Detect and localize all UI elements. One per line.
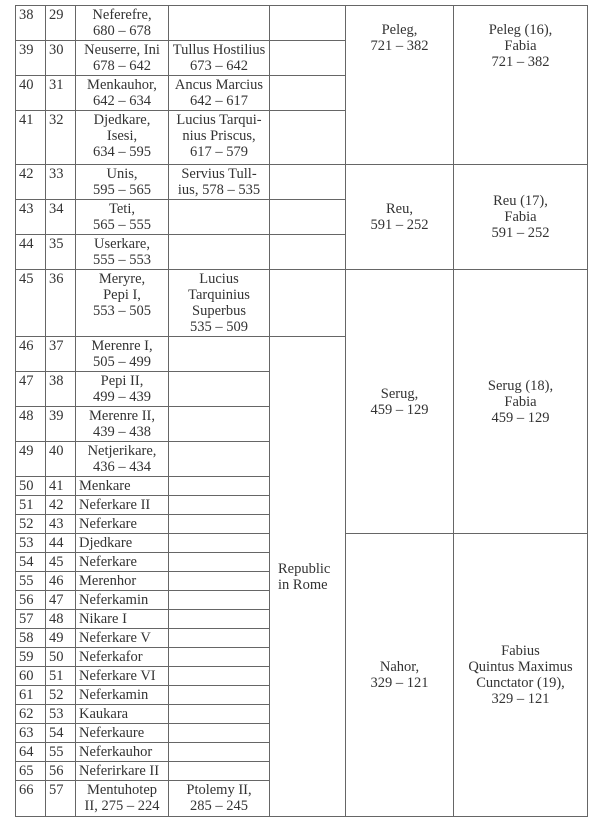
- pharaoh-number: 44: [46, 534, 76, 553]
- row-number: 44: [16, 235, 46, 270]
- row-number: 50: [16, 477, 46, 496]
- rome-ruler-cell: [169, 235, 270, 270]
- pharaoh-number: 31: [46, 76, 76, 111]
- patriarch-cell: Serug, 459 – 129: [346, 270, 454, 534]
- row-number: 54: [16, 553, 46, 572]
- pharaoh-number: 57: [46, 781, 76, 817]
- rome-ruler-cell: [169, 743, 270, 762]
- rome-ruler-cell: [169, 442, 270, 477]
- pharaoh-cell: Merenre I, 505 – 499: [76, 337, 169, 372]
- pharaoh-cell: Neferkare: [76, 553, 169, 572]
- pharaoh-number: 48: [46, 610, 76, 629]
- pharaoh-cell: Djedkare, Isesi, 634 – 595: [76, 111, 169, 165]
- pharaoh-number: 56: [46, 762, 76, 781]
- row-number: 47: [16, 372, 46, 407]
- pharaoh-cell: Neferkare II: [76, 496, 169, 515]
- pharaoh-cell: Neferkare V: [76, 629, 169, 648]
- rome-ruler-cell: [169, 610, 270, 629]
- empty-cell: [270, 41, 346, 76]
- pharaoh-number: 29: [46, 6, 76, 41]
- pharaoh-cell: Merenre II, 439 – 438: [76, 407, 169, 442]
- pharaoh-number: 54: [46, 724, 76, 743]
- rome-ruler-cell: [169, 553, 270, 572]
- pharaoh-number: 37: [46, 337, 76, 372]
- pharaoh-number: 40: [46, 442, 76, 477]
- rome-ruler-cell: Lucius Tarqui- nius Priscus, 617 – 579: [169, 111, 270, 165]
- empty-cell: [270, 76, 346, 111]
- rome-ruler-cell: [169, 407, 270, 442]
- row-number: 39: [16, 41, 46, 76]
- row-number: 43: [16, 200, 46, 235]
- pharaoh-cell: Mentuhotep II, 275 – 224: [76, 781, 169, 817]
- rome-ruler-cell: [169, 6, 270, 41]
- rome-ruler-cell: [169, 200, 270, 235]
- rome-ruler-cell: Ptolemy II, 285 – 245: [169, 781, 270, 817]
- empty-cell: [270, 235, 346, 270]
- rome-ruler-cell: [169, 591, 270, 610]
- pharaoh-number: 49: [46, 629, 76, 648]
- pharaoh-cell: Djedkare: [76, 534, 169, 553]
- rome-ruler-cell: [169, 515, 270, 534]
- row-number: 62: [16, 705, 46, 724]
- patriarch-cell: Nahor, 329 – 121: [346, 534, 454, 817]
- pharaoh-number: 52: [46, 686, 76, 705]
- pharaoh-number: 38: [46, 372, 76, 407]
- row-number: 38: [16, 6, 46, 41]
- pharaoh-cell: Teti, 565 – 555: [76, 200, 169, 235]
- pharaoh-number: 30: [46, 41, 76, 76]
- rome-ruler-cell: Tullus Hostilius 673 – 642: [169, 41, 270, 76]
- row-number: 55: [16, 572, 46, 591]
- row-number: 41: [16, 111, 46, 165]
- pharaoh-number: 34: [46, 200, 76, 235]
- pharaoh-number: 36: [46, 270, 76, 337]
- rome-ruler-cell: [169, 572, 270, 591]
- pharaoh-cell: Menkare: [76, 477, 169, 496]
- pharaoh-number: 45: [46, 553, 76, 572]
- chronology-table: [15, 5, 588, 817]
- rome-ruler-cell: [169, 477, 270, 496]
- table-row: [16, 6, 588, 41]
- row-number: 45: [16, 270, 46, 337]
- empty-cell: [270, 6, 346, 41]
- rome-ruler-cell: Servius Tull- ius, 578 – 535: [169, 165, 270, 200]
- republic-label: Republic in Rome: [278, 560, 331, 593]
- row-number: 40: [16, 76, 46, 111]
- pharaoh-cell: Neferefre, 680 – 678: [76, 6, 169, 41]
- row-number: 46: [16, 337, 46, 372]
- pharaoh-number: 39: [46, 407, 76, 442]
- pharaoh-cell: Nikare I: [76, 610, 169, 629]
- pharaoh-cell: Neferkaure: [76, 724, 169, 743]
- patriarch-cell: Reu, 591 – 252: [346, 165, 454, 270]
- row-number: 52: [16, 515, 46, 534]
- rome-ruler-cell: [169, 337, 270, 372]
- pharaoh-cell: Netjerikare, 436 – 434: [76, 442, 169, 477]
- lineage-cell: Fabius Quintus Maximus Cunctator (19), 329 – 121: [454, 534, 588, 817]
- pharaoh-cell: Neferkare VI: [76, 667, 169, 686]
- lineage-cell: Serug (18), Fabia 459 – 129: [454, 270, 588, 534]
- pharaoh-cell: Neferkare: [76, 515, 169, 534]
- rome-ruler-cell: [169, 724, 270, 743]
- pharaoh-cell: Menkauhor, 642 – 634: [76, 76, 169, 111]
- row-number: 63: [16, 724, 46, 743]
- pharaoh-cell: Neferirkare II: [76, 762, 169, 781]
- row-number: 51: [16, 496, 46, 515]
- rome-ruler-cell: Ancus Marcius 642 – 617: [169, 76, 270, 111]
- pharaoh-number: 55: [46, 743, 76, 762]
- pharaoh-number: 50: [46, 648, 76, 667]
- row-number: 42: [16, 165, 46, 200]
- rome-ruler-cell: [169, 629, 270, 648]
- row-number: 66: [16, 781, 46, 817]
- pharaoh-cell: Meryre, Pepi I, 553 – 505: [76, 270, 169, 337]
- lineage-cell: Reu (17), Fabia 591 – 252: [454, 165, 588, 270]
- row-number: 58: [16, 629, 46, 648]
- pharaoh-cell: Neuserre, Ini 678 – 642: [76, 41, 169, 76]
- empty-cell: [270, 111, 346, 165]
- pharaoh-number: 53: [46, 705, 76, 724]
- rome-ruler-cell: [169, 534, 270, 553]
- rome-ruler-cell: [169, 648, 270, 667]
- pharaoh-cell: Merenhor: [76, 572, 169, 591]
- pharaoh-number: 47: [46, 591, 76, 610]
- row-number: 56: [16, 591, 46, 610]
- empty-cell: [270, 165, 346, 200]
- row-number: 59: [16, 648, 46, 667]
- pharaoh-number: 43: [46, 515, 76, 534]
- pharaoh-cell: Kaukara: [76, 705, 169, 724]
- rome-ruler-cell: [169, 372, 270, 407]
- pharaoh-cell: Userkare, 555 – 553: [76, 235, 169, 270]
- pharaoh-number: 46: [46, 572, 76, 591]
- pharaoh-cell: Neferkamin: [76, 686, 169, 705]
- row-number: 53: [16, 534, 46, 553]
- row-number: 57: [16, 610, 46, 629]
- pharaoh-cell: Neferkauhor: [76, 743, 169, 762]
- pharaoh-cell: Unis, 595 – 565: [76, 165, 169, 200]
- rome-ruler-cell: Lucius Tarquinius Superbus 535 – 509: [169, 270, 270, 337]
- pharaoh-number: 35: [46, 235, 76, 270]
- empty-cell: [270, 200, 346, 235]
- pharaoh-cell: Neferkafor: [76, 648, 169, 667]
- republic-cell: [270, 337, 346, 817]
- row-number: 48: [16, 407, 46, 442]
- rome-ruler-cell: [169, 686, 270, 705]
- pharaoh-number: 32: [46, 111, 76, 165]
- row-number: 49: [16, 442, 46, 477]
- pharaoh-cell: Neferkamin: [76, 591, 169, 610]
- pharaoh-number: 42: [46, 496, 76, 515]
- rome-ruler-cell: [169, 667, 270, 686]
- pharaoh-number: 41: [46, 477, 76, 496]
- table-row: [16, 165, 588, 200]
- row-number: 64: [16, 743, 46, 762]
- rome-ruler-cell: [169, 762, 270, 781]
- pharaoh-number: 51: [46, 667, 76, 686]
- pharaoh-cell: Pepi II, 499 – 439: [76, 372, 169, 407]
- row-number: 61: [16, 686, 46, 705]
- rome-ruler-cell: [169, 705, 270, 724]
- pharaoh-number: 33: [46, 165, 76, 200]
- rome-ruler-cell: [169, 496, 270, 515]
- lineage-cell: Peleg (16), Fabia 721 – 382: [454, 6, 588, 165]
- empty-cell: [270, 270, 346, 337]
- patriarch-cell: Peleg, 721 – 382: [346, 6, 454, 165]
- row-number: 60: [16, 667, 46, 686]
- table-row: [16, 270, 588, 337]
- row-number: 65: [16, 762, 46, 781]
